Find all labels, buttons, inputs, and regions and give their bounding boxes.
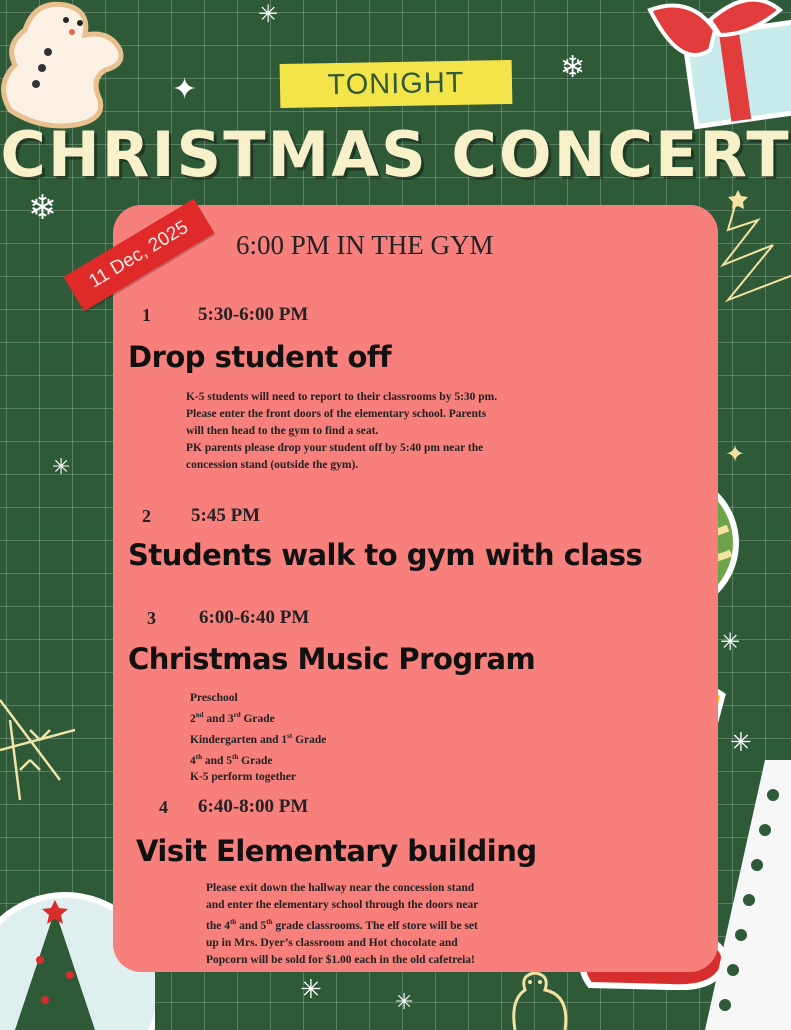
snowflake-icon: ❄ [28,188,57,228]
program-item: 4th and 5th Grade [190,752,273,767]
description-line: up in Mrs. Dyer’s classroom and Hot chocolate and [206,936,458,949]
description-line: K-5 students will need to report to their classrooms by 5:30 pm. [186,391,498,403]
snowflake-icon: ✳ [720,628,741,656]
step-time: 5:30-6:00 PM [198,304,309,325]
snowflake-icon: ✳ [395,990,414,1015]
step-time: 5:45 PM [191,505,261,526]
snowflake-icon: ✦ [172,72,198,107]
description-line: will then head to the gym to find a seat. [186,425,379,437]
description-line: concession stand (outside the gym). [186,459,359,471]
step-title: Drop student off [128,340,392,374]
page-title: CHRISTMAS CONCERT [0,118,791,191]
step-title: Students walk to gym with class [128,538,643,572]
description-line: and enter the elementary school through the doors near [206,899,479,911]
time-location-heading: 6:00 PM IN THE GYM [236,230,494,260]
program-item: K-5 perform together [190,771,297,784]
description-line: Popcorn will be sold for $1.00 each in the old cafetreia! [206,953,475,966]
snowflake-icon: ✳ [52,455,71,480]
step-time: 6:40-8:00 PM [198,796,309,817]
snowflake-icon: ✳ [258,0,279,28]
description-line: the 4th and 5th grade classrooms. The elf store will be set [206,918,478,932]
step-number: 4 [159,797,168,817]
description-line: Please exit down the hallway near the concession stand [206,882,475,894]
step-title: Christmas Music Program [128,642,536,676]
step-number: 2 [142,506,151,526]
snowflake-icon: ✦ [725,440,746,468]
gift-box-icon [640,0,791,130]
christmas-tree-sketch-icon [718,190,791,310]
snowflake-icon: ✳ [300,975,322,1005]
tonight-tag: TONIGHT [280,60,513,108]
program-item: 2nd and 3rd Grade [190,711,275,725]
program-item: Preschool [190,692,238,704]
date-ribbon: 11 Dec, 2025 [64,199,215,312]
snowflake-icon: ✳ [730,728,752,758]
snowman-cookie-icon [0,0,140,135]
step-number: 1 [142,305,151,325]
program-list [190,690,326,786]
snowflake-icon [0,680,75,820]
step-description [186,389,497,474]
description-line: Please enter the front doors of the elementary school. Parents [186,408,487,420]
step-number: 3 [147,608,156,628]
snowflake-icon: ❄ [560,50,586,85]
step-description [206,880,478,969]
program-item: Kindergarten and 1st Grade [190,731,327,746]
step-title: Visit Elementary building [136,834,537,868]
step-time: 6:00-6:40 PM [199,607,310,628]
description-line: PK parents please drop your student off by 5:40 pm near the [186,442,484,454]
gingerbread-icon [485,970,585,1030]
